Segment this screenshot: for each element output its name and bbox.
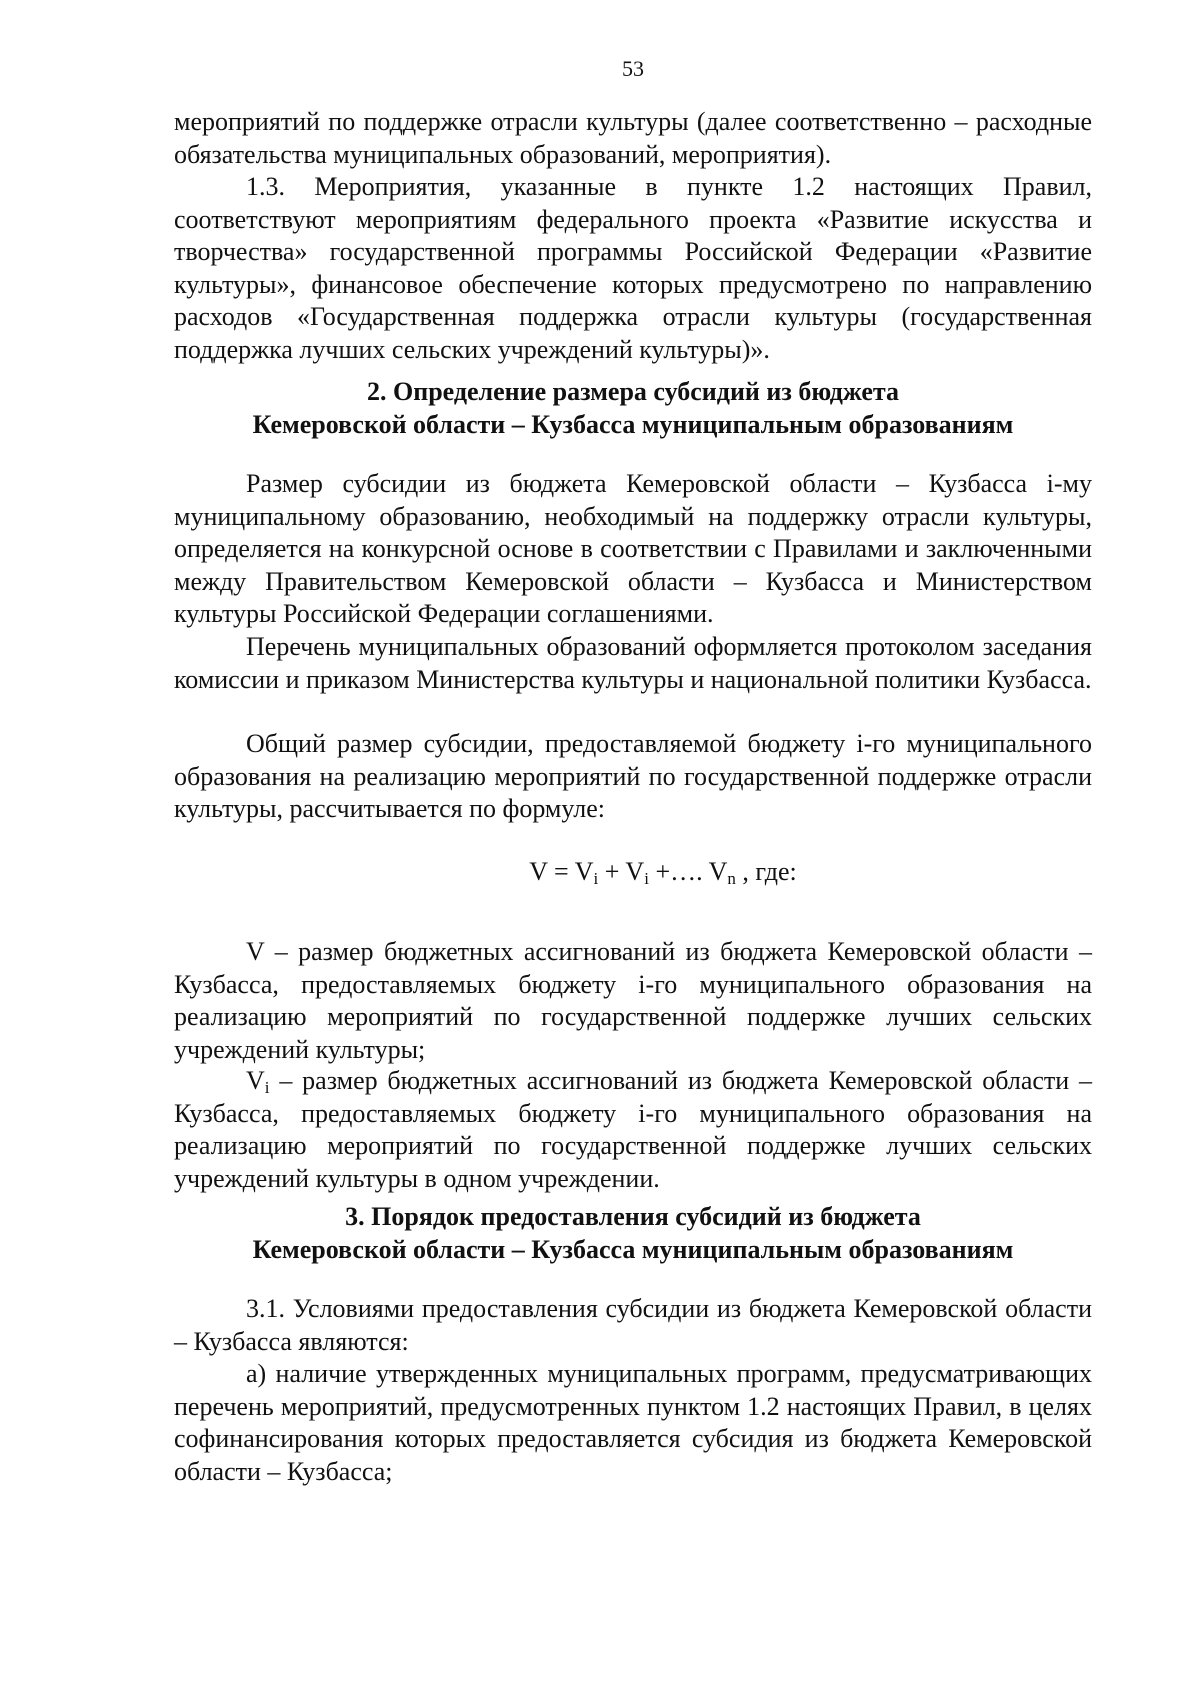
formula-text: $V = V_i + V_i$ +…. $V_n$ , где:: [529, 857, 797, 888]
paragraph-1-3: [174, 171, 1092, 366]
section-2-paragraph-2: [174, 631, 1092, 696]
page-number: 53: [622, 56, 644, 81]
section-3-heading-line-2: Кемеровской области – Кузбасса муниципальным образованиям: [252, 1234, 1014, 1264]
section-2-heading-line-2: Кемеровской области – Кузбасса муниципальным образованиям: [252, 409, 1014, 439]
section-3-paragraph-1-text: 3.1. Условиями предоставления субсидии из бюджета Кемеровской области – Кузбасса являются:: [174, 1294, 1092, 1356]
formula: [174, 856, 1092, 889]
section-2-paragraph-3-text: Общий размер субсидии, предоставляемой бюджету i-го муниципального образования на реализацию мероприятий по государственной поддержке отрасли культуры, рассчитывается по формуле:: [174, 729, 1092, 823]
section-2-paragraph-1-text: Размер субсидии из бюджета Кемеровской области – Кузбасса i-му муниципальному образованию, необходимый на поддержку отрасли культуры, определяется на конкурсной основе в соответствии с Правилами и заключенными между Правительством Кемеровской области – Кузбасса и Министерством культуры Российской Федерации соглашениями.: [174, 469, 1092, 628]
continuation-text: мероприятий по поддержке отрасли культуры (далее соответственно – расходные обязательства муниципальных образований, мероприятия).: [174, 107, 1092, 169]
section-2-paragraph-2-text: Перечень муниципальных образований оформляется протоколом заседания комиссии и приказом Министерства культуры и национальной политики Кузбасса.: [174, 632, 1092, 694]
section-3-paragraph-2: [174, 1358, 1092, 1488]
section-3-paragraph-2-text: а) наличие утвержденных муниципальных программ, предусматривающих перечень мероприятий, предусмотренных пунктом 1.2 настоящих Правил, в целях софинансирования которых предоставляется субсидия из бюджета Кемеровской области – Кузбасса;: [174, 1359, 1092, 1486]
definition-vi-text: $V_i$ – размер бюджетных ассигнований из бюджета Кемеровской области – Кузбасса, предоставляемых бюджету i-го муниципального образования на реализацию мероприятий по государственной поддержке лучших сельских учреждений культуры в одном учреждении.: [174, 1066, 1092, 1193]
definition-v: [174, 936, 1092, 1066]
section-2-paragraph-3: [174, 728, 1092, 826]
definition-vi: [174, 1065, 1092, 1195]
section-2-heading: [174, 376, 1092, 441]
paragraph-1-3-text: 1.3. Мероприятия, указанные в пункте 1.2 настоящих Правил, соответствуют мероприятиям федерального проекта «Развитие искусства и творчества» государственной программы Российской Федерации «Развитие культуры», финансовое обеспечение которых предусмотрено по направлению расходов «Государственная поддержка отрасли культуры (государственная поддержка лучших сельских учреждений культуры)».: [174, 172, 1092, 364]
section-3-heading-line-1: 3. Порядок предоставления субсидий из бюджета: [345, 1202, 921, 1231]
section-2-heading-line-1: 2. Определение размера субсидий из бюджета: [366, 377, 900, 406]
continuation-paragraph: [174, 106, 1092, 171]
section-3-heading: [174, 1201, 1092, 1266]
definition-v-text: V – размер бюджетных ассигнований из бюджета Кемеровской области – Кузбасса, предоставляемых бюджету i-го муниципального образования на реализацию мероприятий по государственной поддержке лучших сельских учреждений культуры;: [174, 937, 1092, 1064]
section-2-paragraph-1: [174, 468, 1092, 631]
section-3-paragraph-1: [174, 1293, 1092, 1358]
